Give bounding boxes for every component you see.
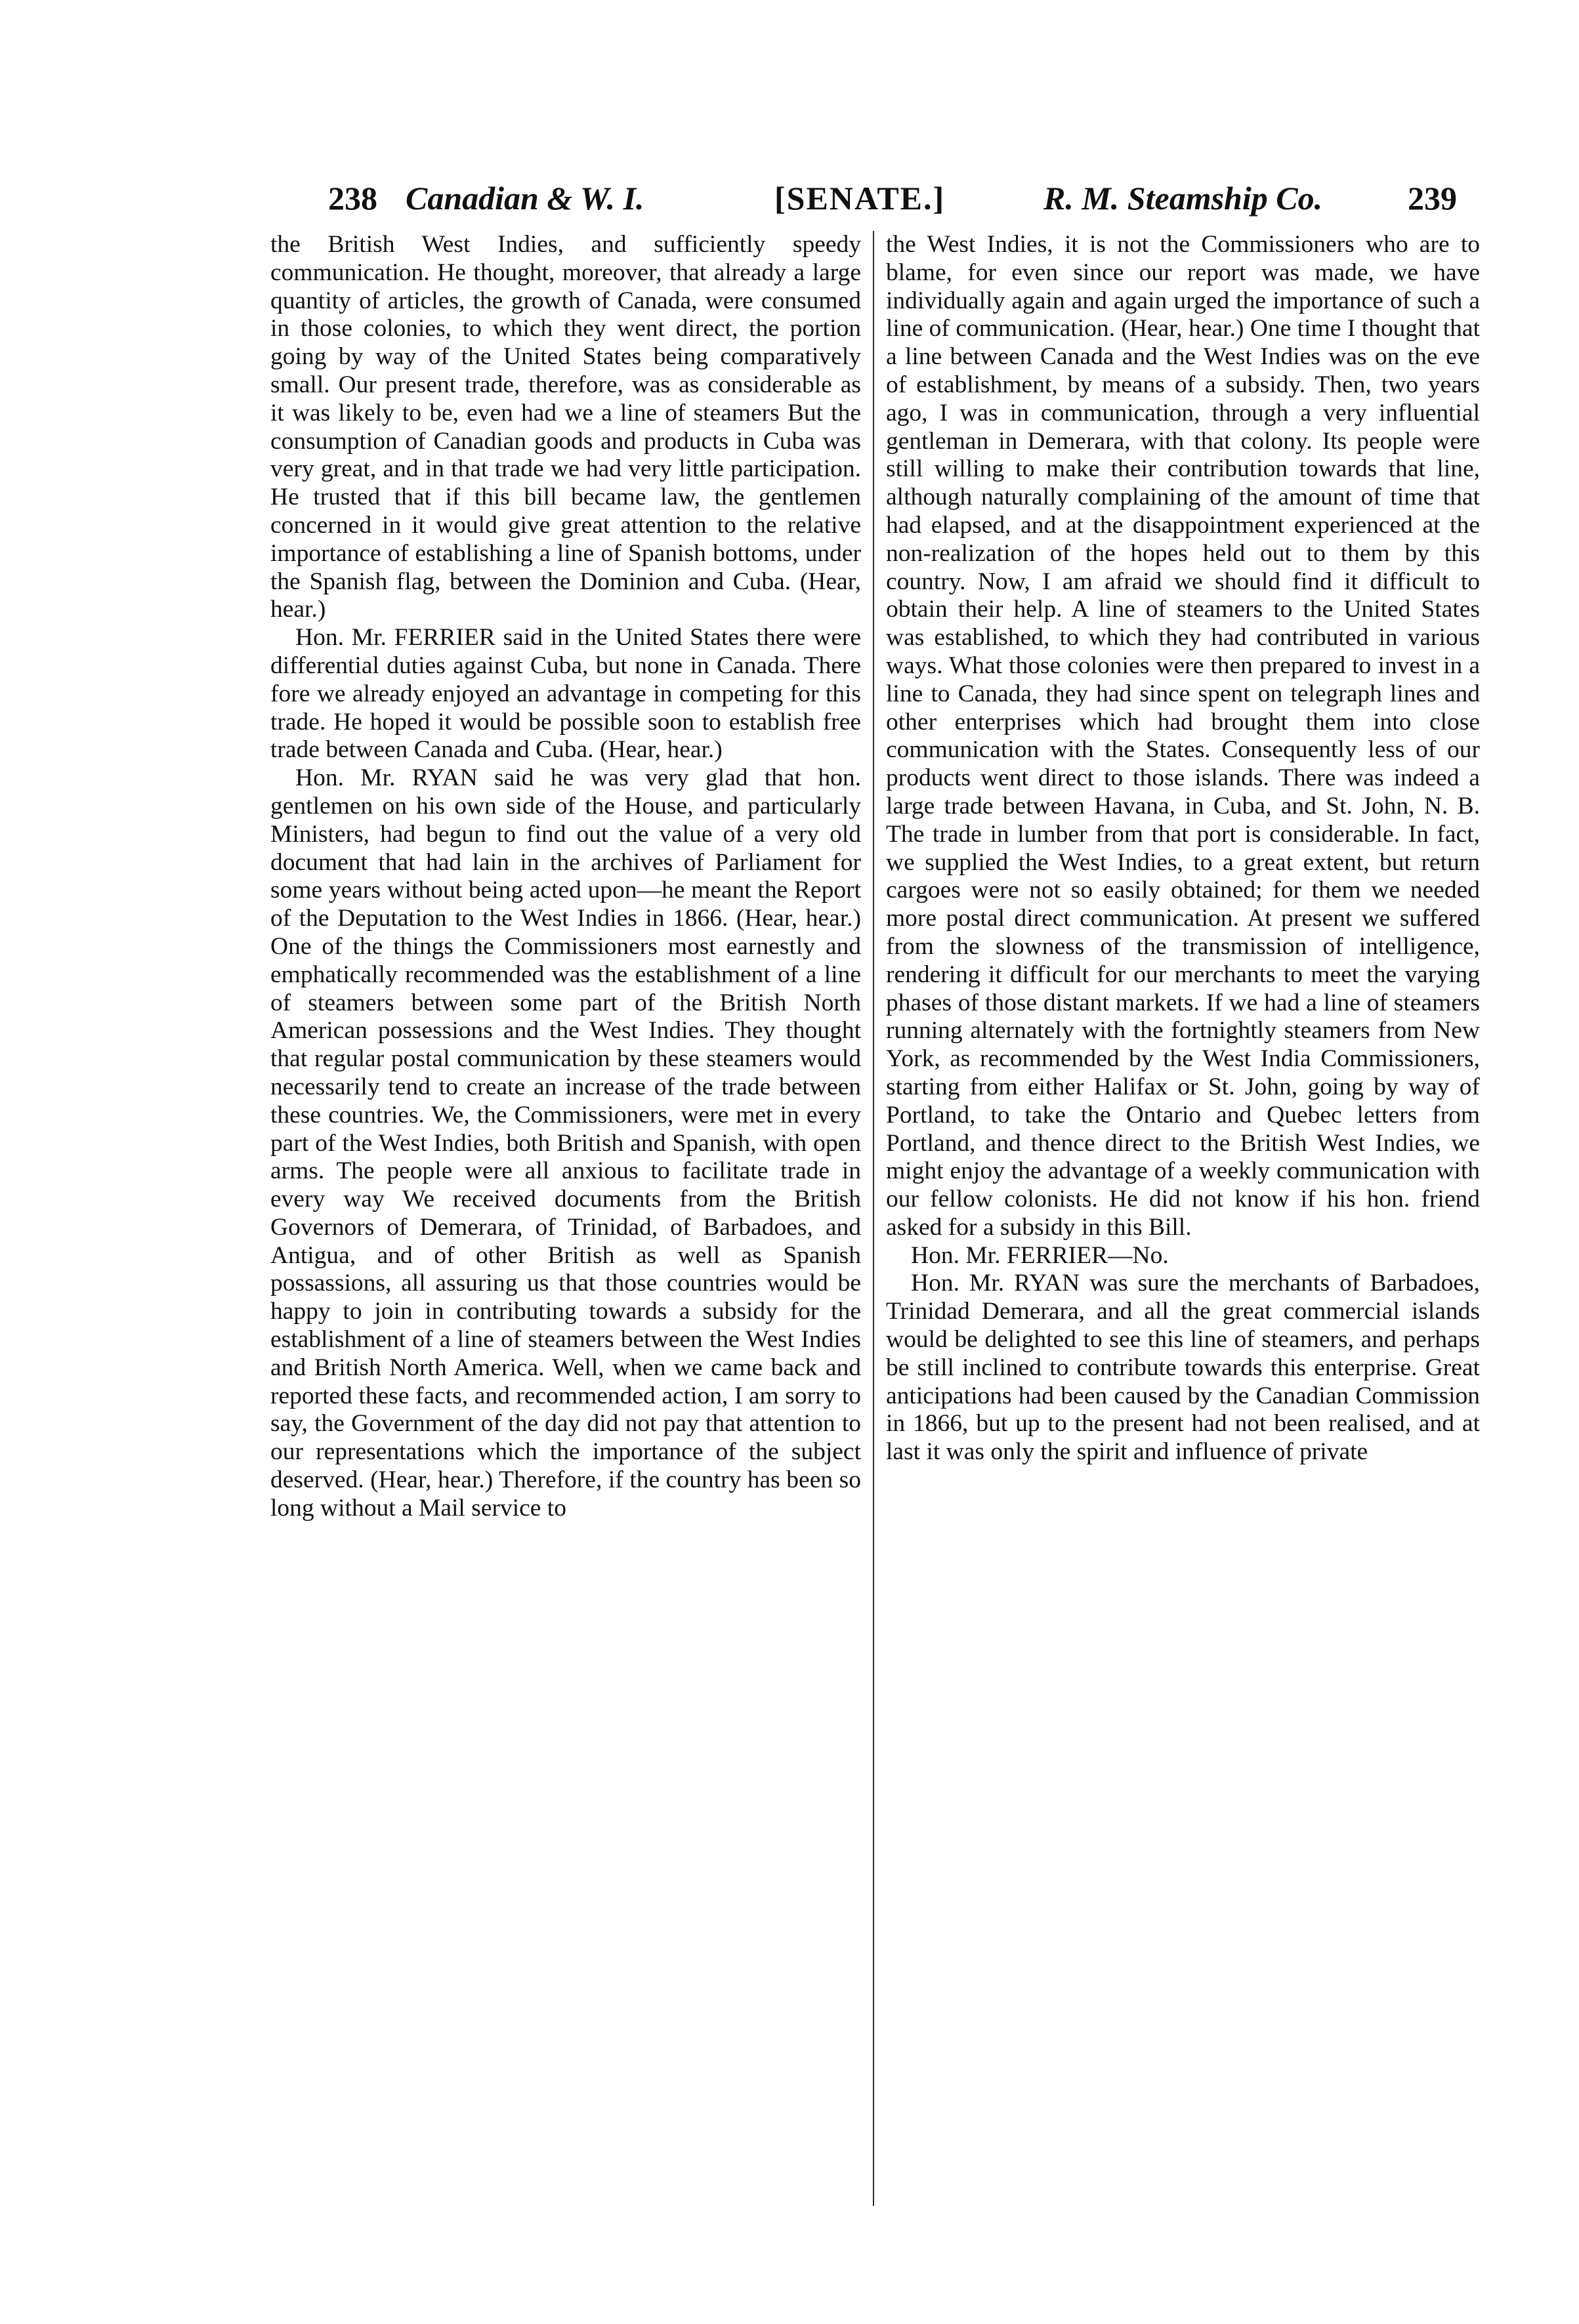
left-page-number: 238 [328, 180, 377, 217]
paragraph: the British West Indies, and sufficiently speedy communication. He thought, moreover, that already a large quantity of articles, the growth of Canada, were consumed in those colonies, to which they went direct, the portion going by way of the United States being comparatively small. Our present trade, therefore, was as considerable as it was likely to be, even had we a line of steamers But the consumption of Canadian goods and products in Cuba was very great, and in that trade we had very little participation. He trusted that if this bill became law, the gentlemen concerned in it would give great attention to the relative importance of establishing a line of Spanish bottoms, under the Spanish flag, between the Dominion and Cuba. (Hear, hear.) [270, 231, 861, 623]
paragraph: Hon. Mr. FERRIER—No. [911, 1241, 1169, 1269]
paragraph: Hon. Mr. FERRIER said in the United States there were differential duties against Cuba, but none in Canada. There fore we already enjoyed an advantage in competing for this trade. He hoped it would be possible soon to establish free trade between Canada and Cuba. (Hear, hear.) [270, 624, 861, 764]
left-running-title: Canadian & W. I. [406, 180, 644, 217]
right-page-number: 239 [1408, 180, 1457, 217]
right-running-title: R. M. Steamship Co. [1043, 180, 1323, 217]
center-title: [SENATE.] [774, 180, 946, 217]
column-divider [873, 231, 874, 2206]
paragraph: Hon. Mr. RYAN said he was very glad that hon. gentlemen on his own side of the House, and particularly Ministers, had begun to find out the value of a very old document that had lain in the archives of Parliament for some years without being acted upon—he meant the Report of the Deputation to the West Indies in 1866. (Hear, hear.) One of the things the Commissioners most earnestly and emphatically recommended was the establishment of a line of steamers between some part of the British North American possessions and the West Indies. They thought that regular postal communication by these steamers would necessarily tend to create an increase of the trade between these countries. We, the Commissioners, were met in every part of the West Indies, both British and Spanish, with open arms. The people were all anxious to facilitate trade in every way We received documents from the British Governors of Demerara, of Trinidad, of Barbadoes, and Antigua, and of other British as well as Spanish possassions, all assuring us that those countries would be happy to join in contributing towards a subsidy for the establishment of a line of steamers between the West Indies and British North America. Well, when we came back and reported these facts, and recommended action, I am sorry to say, the Government of the day did not pay that attention to our representations which the importance of the subject deserved. (Hear, hear.) Therefore, if the country has been so long without a Mail service to [270, 764, 861, 1522]
paragraph: the West Indies, it is not the Commissioners who are to blame, for even since our report was made, we have individually again and again urged the importance of such a line of communication. (Hear, hear.) One time I thought that a line between Canada and the West Indies was on the eve of establishment, by means of a subsidy. Then, two years ago, I was in communication, through a very influential gentleman in Demerara, with that colony. Its people were still willing to make their contribution towards that line, although naturally complaining of the amount of time that had elapsed, and at the disappointment experienced at the non-realization of the hopes held out to them by this country. Now, I am afraid we should find it difficult to obtain their help. A line of steamers to the United States was established, to which they had contributed in various ways. What those colonies were then prepared to invest in a line to Canada, they had since spent on telegraph lines and other enterprises which had brought them into close communication with the States. Consequently less of our products went direct to those islands. There was indeed a large trade between Havana, in Cuba, and St. John, N. B. The trade in lumber from that port is considerable. In fact, we supplied the West Indies, to a great extent, but return cargoes were not so easily obtained; for them we needed more postal direct communication. At present we suffered from the slowness of the transmission of intelligence, rendering it difficult for our merchants to meet the varying phases of those distant markets. If we had a line of steamers running alternately with the fortnightly steamers from New York, as recommended by the West India Commissioners, starting from either Halifax or St. John, going by way of Portland, to take the Ontario and Quebec letters from Portland, and thence direct to the British West Indies, we might enjoy the advantage of a weekly communication with our fellow colonists. He did not know if his hon. friend asked for a subsidy in this Bill. [886, 231, 1480, 1241]
left-column [270, 231, 861, 2212]
paragraph: Hon. Mr. RYAN was sure the merchants of Barbadoes, Trinidad Demerara, and all the great commercial islands would be delighted to see this line of steamers, and perhaps be still inclined to contribute towards this enterprise. Great anticipations had been caused by the Canadian Commission in 1866, but up to the present had not been realised, and at last it was only the spirit and influence of private [886, 1270, 1480, 1466]
page-header [328, 172, 1457, 224]
right-column [886, 231, 1480, 2212]
